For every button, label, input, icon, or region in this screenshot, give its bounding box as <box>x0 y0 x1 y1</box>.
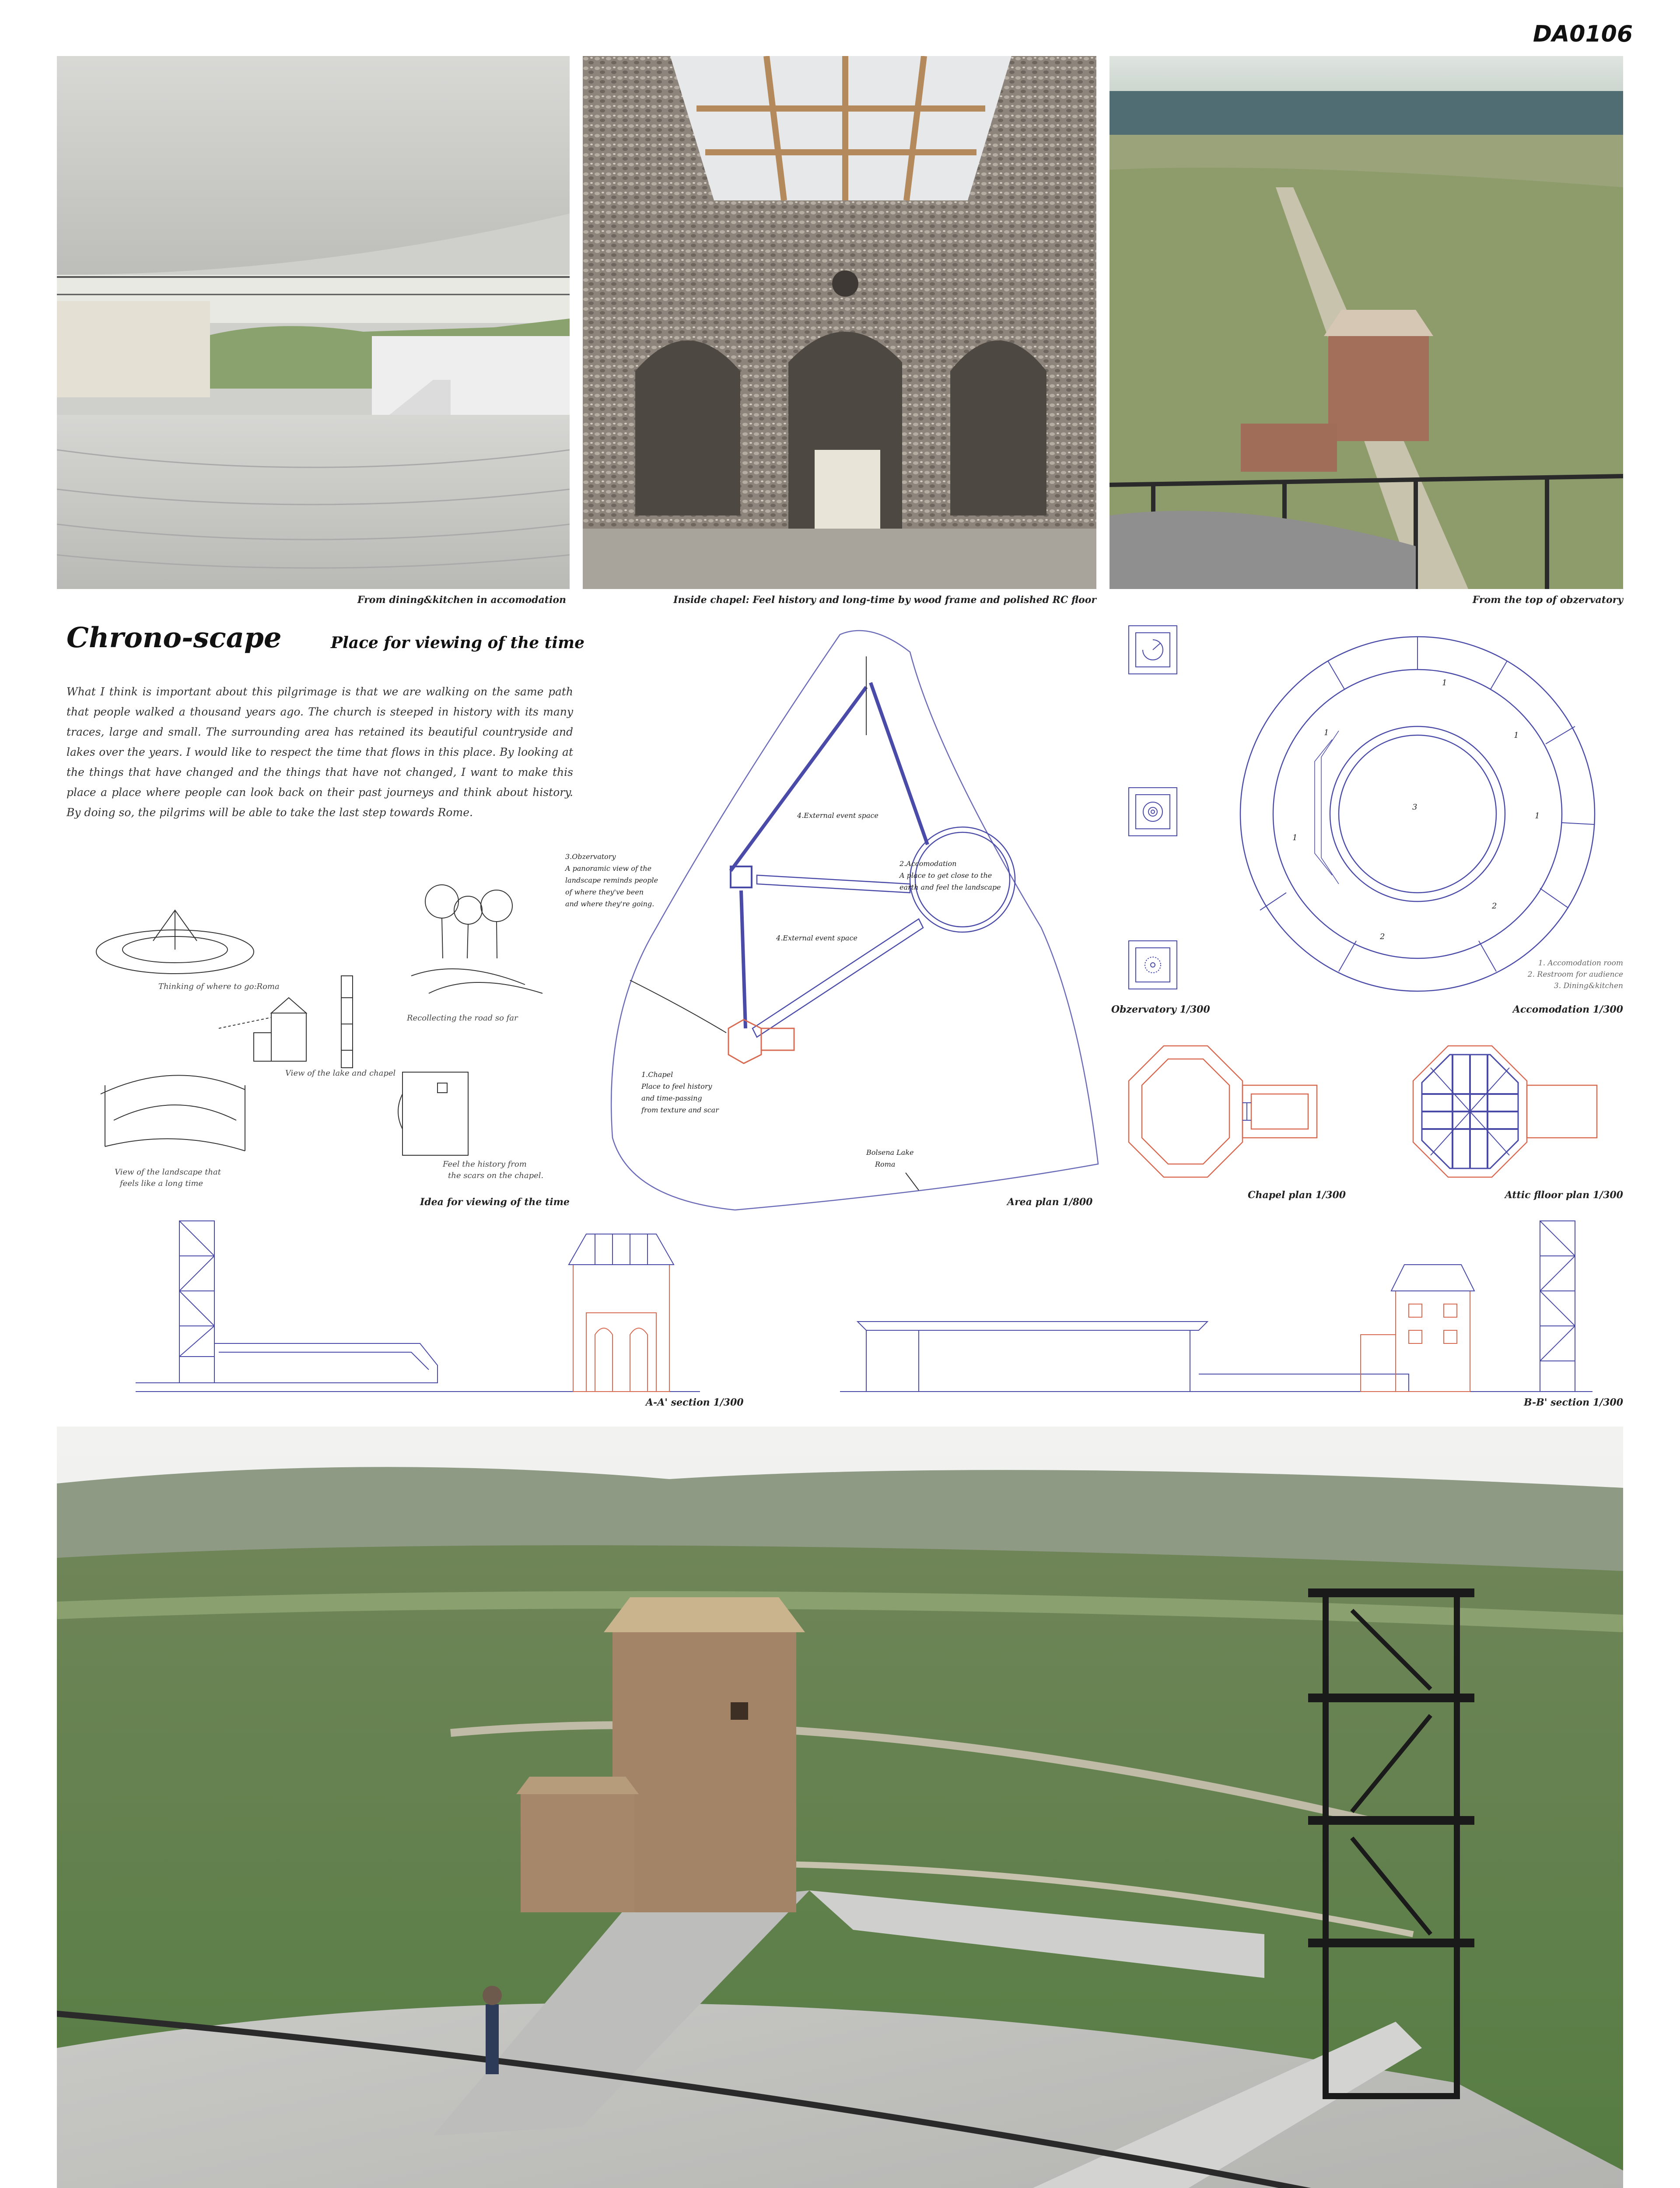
idea-title: Idea for viewing of the time <box>420 1196 570 1208</box>
idea-note-7: the scars on the chapel. <box>448 1171 544 1180</box>
area-label-observatory: 3.Obzervatory A panoramic view of the landscape reminds people of where they've been and where they're going. <box>565 852 658 908</box>
attic-plan <box>1404 1041 1610 1190</box>
area-label-accomodation: 2.Accomodation A place to get close to the earth and feel the landscape <box>900 859 1001 891</box>
observatory-plans <box>1124 621 1186 998</box>
idea-note-4: View of the landscape that <box>115 1168 221 1177</box>
bird-eye-render <box>57 1427 1623 2188</box>
idea-note-1: Thinking of where to go:Roma <box>158 982 280 991</box>
caption-chapel: Inside chapel: Feel history and long-time by wood frame and polished RC floor <box>673 594 1096 606</box>
area-label-direction: Bolsena Lake Roma <box>866 1148 914 1168</box>
area-label-chapel: 1.Chapel Place to feel history and time-passing from texture and scar <box>641 1070 719 1114</box>
idea-note-2: Recollecting the road so far <box>407 1013 518 1023</box>
section-bb <box>840 1217 1592 1400</box>
area-label-event-2: 4.External event space <box>776 934 858 942</box>
area-plan-title: Area plan 1/800 <box>1007 1196 1093 1208</box>
accomodation-plan-title: Accomodation 1/300 <box>1512 1004 1623 1015</box>
attic-plan-title: Attic flloor plan 1/300 <box>1505 1189 1623 1201</box>
room-number-2a: 2 <box>1380 932 1385 941</box>
idea-note-5: feels like a long time <box>120 1179 203 1188</box>
photo-from-observatory <box>1110 56 1623 589</box>
room-number-1d: 1 <box>1514 731 1519 740</box>
room-number-2b: 2 <box>1492 901 1497 911</box>
section-aa-title: A-A' section 1/300 <box>646 1397 744 1408</box>
photo-dining-kitchen <box>57 56 570 589</box>
room-number-1a: 1 <box>1324 728 1329 737</box>
area-label-event-1: 4.External event space <box>797 811 878 820</box>
sheet-id: DA0106 <box>1533 21 1633 47</box>
room-number-1e: 1 <box>1535 811 1540 820</box>
concept-subtitle: Place for viewing of the time <box>331 634 585 652</box>
section-bb-title: B-B' section 1/300 <box>1523 1397 1623 1408</box>
area-plan-drawing <box>604 621 1111 1212</box>
concept-title: Chrono-scape <box>66 621 282 654</box>
chapel-plan-title: Chapel plan 1/300 <box>1248 1189 1346 1201</box>
observatory-plan-title: Obzervatory 1/300 <box>1111 1004 1210 1015</box>
caption-observatory: From the top of obzervatory <box>1472 594 1623 606</box>
room-number-3: 3 <box>1412 803 1418 812</box>
caption-dining: From dining&kitchen in accomodation <box>357 594 566 606</box>
section-aa <box>131 1217 761 1400</box>
photo-chapel-interior <box>583 56 1096 589</box>
idea-note-6: Feel the history from <box>443 1160 527 1169</box>
accomodation-legend: 1. Accomodation room 2. Restroom for audience 3. Dining&kitchen <box>1527 959 1623 990</box>
chapel-plan <box>1120 1041 1339 1190</box>
room-number-1b: 1 <box>1442 678 1447 687</box>
room-number-1c: 1 <box>1292 833 1298 842</box>
accomodation-plan <box>1234 630 1601 998</box>
idea-sketches <box>88 884 578 1203</box>
concept-paragraph: What I think is important about this pilgrimage is that we are walking on the same path that people walked a thousand years ago. The church is steeped in history with its many traces, large and small. The surrounding area has retained its beautiful countryside and lakes over the years. I would like to respect the time that flows in this place. By looking at the things that have changed and the things that have not changed, I want to make this place a place where people can look back on their past journeys and think about history. By doing so, the pilgrims will be able to take the last step towards Rome. <box>66 685 573 819</box>
idea-note-3: View of the lake and chapel <box>285 1069 396 1078</box>
